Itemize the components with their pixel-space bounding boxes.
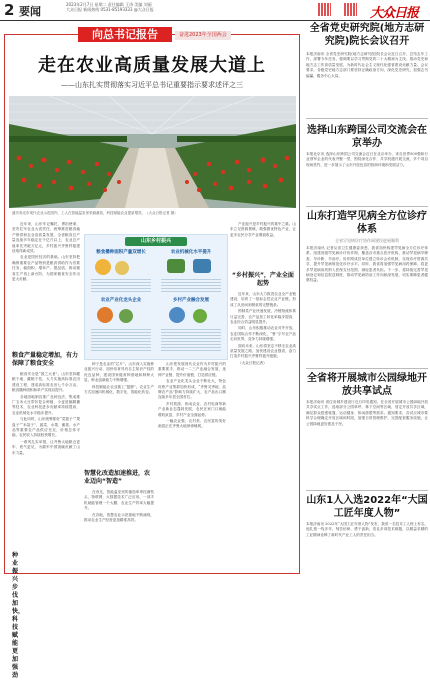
article-column-2: 种子是农业的“芯片”。山东深入实施种业振兴行动，加快培育具有自主知识产权的优良品种，建设国家级育种基地和制种大县，种业创新能力不断增强。 科技赋能让农业插上“翅膀”。农业生产方式加速向机械化、数字化、智能化转变。 — [84, 362, 154, 395]
factory-icon — [97, 307, 113, 323]
article-subheading-1: 粮食产量稳定增加，有力保障了粮食安全 — [12, 352, 79, 367]
infographic-text-lines — [91, 329, 151, 351]
sidebar-story-2-title: 选择山东跨国公司交流会在京举办 — [307, 125, 427, 149]
header-meta — [66, 2, 206, 12]
qr-code-icon — [344, 3, 357, 16]
article-column-4: 近年来，山东大力推进农业全产业链建设，培育了一批标志性农业产业链，形成了从田间到餐桌的完整链条。 预制菜产业快速发展，冷链物流体系日益完善，农产品加工转化率稳步提高，农业综合效益明显提升。 同时，山东积极推动农业对外开放，农业国际合作不断深化，“鲁”字号农产品走向世界，竞争力持续增强。 面向未来，山东将坚定不移走农业高质量发展之路，加快建设农业强省，奋力打造乡村振兴齐鲁样板升级版。 （大众日报记者） — [230, 292, 296, 365]
article-column-4-top: 产业振兴是乡村振兴的重中之重。山东立足资源禀赋，做强做优特色产业，让更多农民分享产业增值收益。 — [230, 222, 296, 237]
grain-icon — [115, 261, 129, 275]
section-title: 要闻 — [19, 5, 41, 18]
sidebar-story-3-kicker: 全省罕见病诊疗协作网建设进展顺利 — [335, 238, 399, 243]
article-subheading-3: “乡村振兴”，产业全面起势 — [232, 272, 294, 287]
banner-tag: 奋进2023年全国两会 — [175, 31, 231, 40]
wheat-icon — [95, 259, 111, 275]
sidebar-story-2-body: 本报北京讯 选择山东跨国公司交流会近日在北京举办，来自世界500强和行业领军企业的代表齐聚一堂，围绕深化合作、共享机遇开展交流，多个项目现场签约，进一步展示了山东开放包容的营商环境和发展活力。 — [306, 152, 428, 167]
greenhouse-photo — [9, 96, 296, 208]
infographic-text-lines — [91, 279, 151, 293]
greenhouse-icon — [169, 307, 185, 323]
sidebar-divider — [306, 490, 428, 491]
sidebar-divider — [306, 368, 428, 369]
article-column-1: 近年来，山东牢记嘱托、勇担使命，坚决扛牢农业大省责任，统筹推进粮食稳产保供和农业高质量发展，全省粮食总产量连续多年稳定在千亿斤以上，农业总产值率先突破万亿元，乡村振兴齐鲁样板建设取得新成效。 农业是国民经济的基础。山东坚持把确保重要农产品特别是粮食供给作为首要任务，稳面积、增单产、提品质，推动粮食生产再上新台阶，为国家粮食安全作出更大贡献。 — [12, 222, 80, 282]
banner-title: 向总书记报告 — [78, 27, 172, 42]
sidebar-divider — [306, 118, 428, 119]
infographic-section-4: 乡村产业融合发展 — [173, 298, 209, 303]
infographic-section-3: 农业产业化龙头企业 — [100, 298, 142, 303]
produce-icon — [119, 309, 133, 323]
main-subhead: ——山东扎实贯彻落实习近平总书记重要指示要求述评之三 — [61, 81, 243, 89]
greenhouse-illustration — [9, 96, 296, 208]
sidebar-story-4-title: 全省将开展城市公园绿地开放共享试点 — [307, 373, 427, 397]
sidebar-story-3-body: 本报济南讯 记者从省卫生健康委获悉，我省加快构建罕见病全方位诊疗体系，组建省级罕见病诊疗协作网，覆盖各市重点医疗机构，推动罕见病早筛查、早诊断、早治疗。协作网成员单位建立转诊会诊机制，实现诊疗资源共享，提升罕见病规范化诊疗水平。同时，我省将加强罕见病用药保障，将更多罕见病用药纳入医保支付范围，减轻患者负担。下一步，将持续完善罕见病登记和信息报送制度，推动罕见病防治工作向纵深发展，切实保障患者健康权益。 — [306, 246, 428, 283]
sidebar-story-4-body: 本报济南讯 省住房城乡建设厅近日印发通知，在全省开展城市公园绿地开放共享试点工作，选取部分公园草坪、林下空间等区域，划定开放共享区域，满足群众搭建帐篷、运动健身、休闲游憩等需求。通知要求，各试点城市要科学合理确定开放区域和时段，加强日常管理维护，完善配套服务设施，让公园绿地更好惠及于民。 — [306, 400, 428, 426]
harvester-icon — [193, 259, 211, 273]
article-column-3: 山东把发展现代农业作为乡村振兴的重要抓手，推动一二三产业融合发展，延伸产业链、提升价值链、打造供应链。 农业产业化龙头企业不断壮大，特色优势产业集群加快形成，“齐鲁灵秀地、品牌农产品”影响力持续扩大，农产品出口额连续多年居全国首位。 乡村旅游、休闲农业、农村电商等新产业新业态蓬勃发展，农民在家门口就能增收致富，乡村产业全面起势。 一幅农业强、农村美、农民富的美好画卷正在齐鲁大地徐徐铺展。 — [158, 362, 226, 429]
sidebar-story-1-title: 全省党史研究院(地方志研究院)院长会议召开 — [309, 23, 425, 47]
qr-code-icon — [318, 3, 331, 16]
header-meta-line-1: 2023年2月7日 星期二 责任编辑 王涛 美编 刘丽 — [66, 2, 152, 7]
page-number: 2 — [4, 1, 15, 19]
infographic-section-1: 粮食播种面积产量双增长 — [96, 250, 146, 255]
tractor-icon — [167, 259, 185, 273]
sidebar-story-5-title: 山东1人入选2022年“大国工匠年度人物” — [306, 495, 428, 519]
article-column-1b: 粮食安全是“国之大者”。山东坚持藏粮于地、藏粮于技，大力实施高标准农田建设工程，建成高标准农田七千余万亩，粮食播种面积和单产实现双提升。 各地因地制宜推广良种良法，集成推广玉米大豆带状复合种植、小麦宽幅精播等技术，农业科技进步贡献率持续提高，农业机械化水平稳步提升。 与此同时，山东统筹抓好“菜篮子”“果盘子”“米袋子”，蔬菜、水果、畜禽、水产品等重要农产品供应充足，价格总体平稳，农民收入持续较快增长。 一系列扎实举措，让齐鲁大地粮仓更牢、底气更足，为端牢中国饭碗贡献了山东力量。 — [12, 372, 80, 455]
infographic-header: 山东乡村振兴 — [125, 237, 187, 246]
article-subheading-4: 智慧化改造加速推进，农业迈向“智造” — [84, 470, 151, 485]
infographic-panel — [84, 234, 228, 360]
plant-icon — [193, 309, 207, 323]
infographic-section-2: 农业机械化水平提升 — [170, 250, 212, 255]
sidebar-story-3-title: 山东打造罕见病全方位诊疗体系 — [307, 211, 427, 235]
infographic-text-lines — [161, 279, 221, 293]
photo-caption: 潍坊寿光市现代农业示范园内，工人在智能温室里采摘番茄，科技赋能农业提质增效。（大众日报记者 摄） — [12, 211, 178, 215]
masthead-logo: 大众日报 — [370, 6, 419, 21]
main-headline: 走在农业高质量发展大道上 — [38, 55, 266, 76]
article-column-2b: 在寿光，智能温室里的番茄串串挂满枝头，物联网、大数据技术广泛应用，一部手机就能管理一个大棚，农业生产效率大幅提升。 在各地，智慧农业示范基地不断涌现，推动农业生产经营更加精准高效。 — [84, 490, 154, 523]
page-header — [0, 0, 430, 21]
infographic-text-lines — [161, 329, 221, 351]
sidebar-story-5-body: 本报济南讯 2022年“大国工匠年度人物”发布，我省一名技术工人榜上有名。他扎根一线多年，刻苦钻研、勇于创新，攻克多项技术难题，以精益求精的工匠精神诠释了新时代产业工人的责任担当。 — [306, 522, 428, 537]
header-meta-line-2: 大众日报 新闻热线 0531-85193333 @大众日报 — [66, 7, 154, 12]
sidebar-divider — [306, 206, 428, 207]
sidebar-story-1-body: 本报济南讯 全省党史研究院(地方志研究院)院长会议近日召开，总结去年工作，部署今年任务，强调要以学习贯彻党的二十大精神为主线，推动党史和地方志工作高质量发展，为新时代社会主义现代化强省建设贡献力量。会议要求，各级党史地方志部门要坚持正确政治方向，深化党史研究，加强志书编纂，服务中心大局。 — [306, 52, 428, 78]
